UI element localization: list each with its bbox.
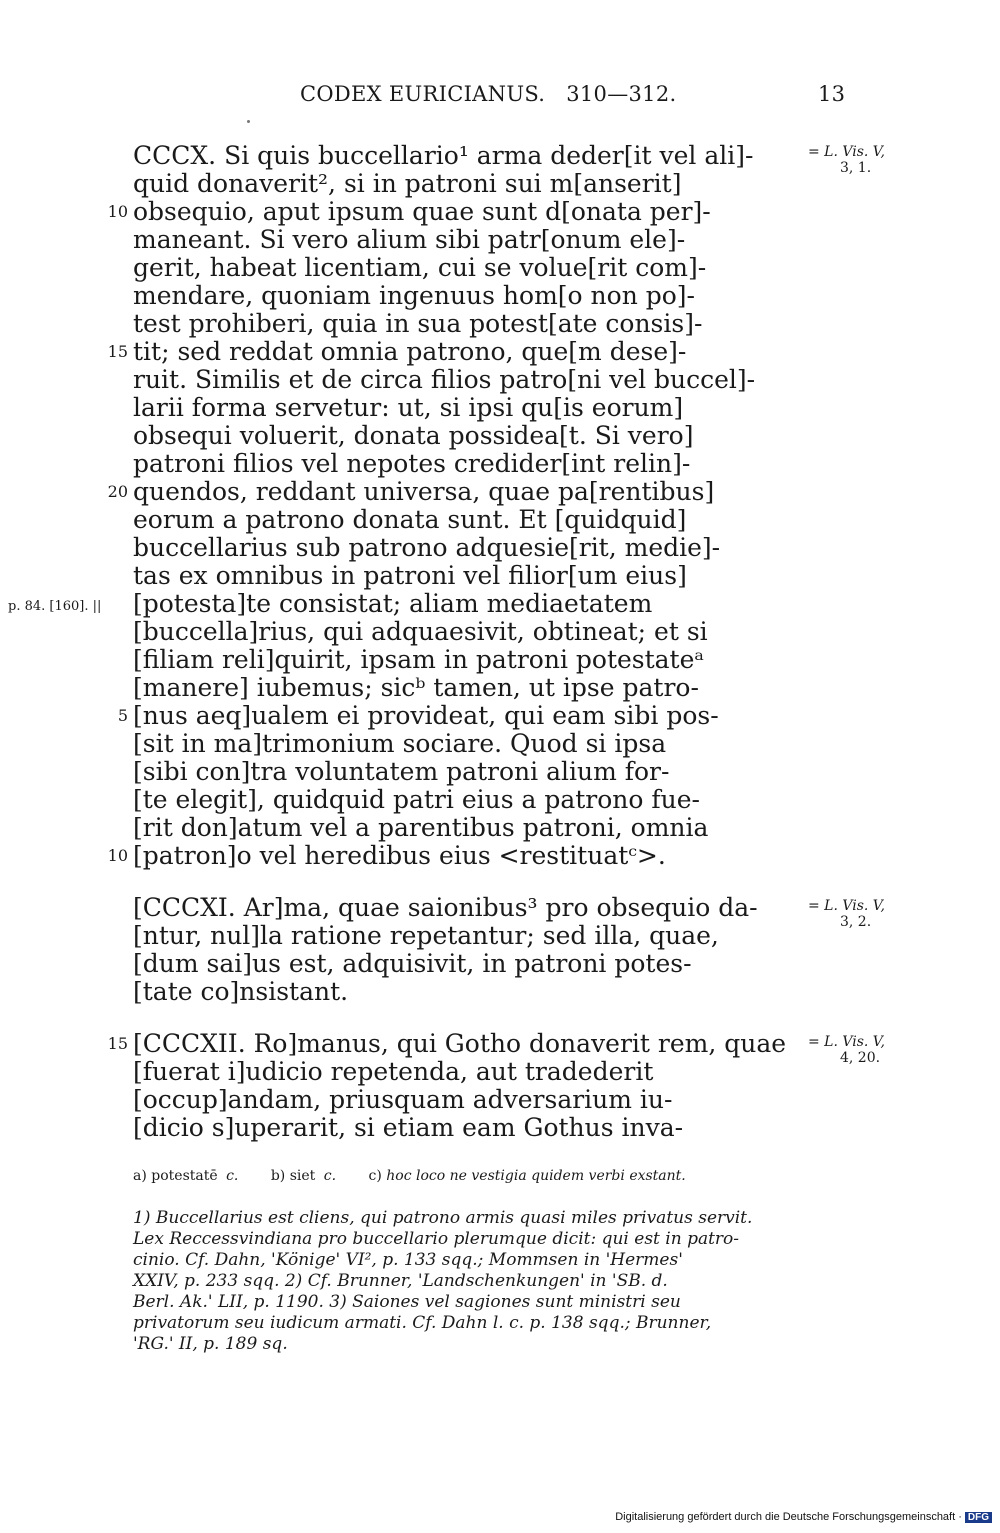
- text-line: CCCX. Si quis buccellario¹ arma deder[it vel ali]-: [133, 141, 754, 170]
- text-line: tit; sed reddat omnia patrono, que[m dese]-: [133, 337, 687, 366]
- text-line: [sit in ma]trimonium sociare. Quod si ipsa: [133, 729, 667, 758]
- text-line: [rit don]atum vel a parentibus patroni, omnia: [133, 813, 709, 842]
- side-citation-312: [808, 1034, 885, 1066]
- text-line: [CCCXI. Ar]ma, quae saionibus³ pro obsequio da-: [133, 893, 758, 922]
- line-number: 10: [107, 846, 128, 865]
- text-line: patroni filios vel nepotes credider[int relin]-: [133, 449, 691, 478]
- manuscript-page-reference: p. 84. [160]. ||: [8, 599, 102, 614]
- text-line: [buccella]rius, qui adquaesivit, obtineat; et si: [133, 617, 708, 646]
- note-text: hoc loco ne vestigia quidem verbi exstant.: [386, 1168, 686, 1184]
- text-line: [dicio s]uperarit, si etiam eam Gothus inva-: [133, 1113, 684, 1142]
- page-number: 13: [818, 82, 846, 106]
- footnote-line: cinio. Cf. Dahn, 'Könige' VI², p. 133 sqq.; Mommsen in 'Hermes': [133, 1250, 683, 1270]
- text-line: [sibi con]tra voluntatem patroni alium for-: [133, 757, 670, 786]
- note-source: c.: [226, 1168, 239, 1184]
- text-line: tas ex omnibus in patroni vel filior[um eius]: [133, 561, 687, 590]
- running-title-range: 310—312.: [566, 82, 677, 106]
- text-line: ruit. Similis et de circa filios patro[ni vel buccel]-: [133, 365, 756, 394]
- text-line: eorum a patrono donata sunt. Et [quidquid]: [133, 505, 687, 534]
- note-text: potestatē: [151, 1168, 218, 1184]
- side-citation-310: [808, 144, 885, 176]
- footnote-line: 1) Buccellarius est cliens, qui patrono armis quasi miles privatus servit.: [133, 1208, 753, 1228]
- critical-note-a: [133, 1168, 243, 1184]
- text-line: [occup]andam, priusquam adversarium iu-: [133, 1085, 673, 1114]
- running-title: [300, 82, 676, 106]
- footnote-line: privatorum seu iudicum armati. Cf. Dahn l. c. p. 138 sqq.; Brunner,: [133, 1313, 712, 1333]
- footnote-line: 'RG.' II, p. 189 sq.: [133, 1334, 288, 1354]
- side-citation-311: [808, 898, 885, 930]
- footnote-line: XXIV, p. 233 sqq. 2) Cf. Brunner, 'Landschenkungen' in 'SB. d.: [133, 1271, 668, 1291]
- text-line: [potesta]te consistat; aliam mediaetatem: [133, 589, 653, 618]
- ink-speck: [247, 120, 250, 123]
- text-line: maneant. Si vero alium sibi patr[onum ele]-: [133, 225, 686, 254]
- footnote-line: Lex Reccessvindiana pro buccellario plerumque dicit: qui est in patro-: [133, 1229, 740, 1249]
- side-citation-ref: = L. Vis. V,: [808, 898, 885, 914]
- text-line: test prohiberi, quia in sua potest[ate consis]-: [133, 309, 703, 338]
- text-line: [ntur, nul]la ratione repetantur; sed illa, quae,: [133, 921, 719, 950]
- side-citation-sub: 4, 20.: [840, 1050, 881, 1066]
- side-citation-sub: 3, 1.: [840, 160, 872, 176]
- running-title-text: CODEX EURICIANUS.: [300, 82, 546, 106]
- text-line: mendare, quoniam ingenuus hom[o non po]-: [133, 281, 695, 310]
- note-mark: a): [133, 1168, 147, 1184]
- note-source: c.: [323, 1168, 337, 1184]
- line-number: 15: [107, 342, 128, 361]
- critical-apparatus: [133, 1168, 714, 1184]
- text-line: quendos, reddant universa, quae pa[rentibus]: [133, 477, 715, 506]
- note-text: siet: [289, 1168, 316, 1184]
- text-line: [nus aeq]ualem ei provideat, qui eam sibi pos-: [133, 701, 719, 730]
- side-citation-ref: = L. Vis. V,: [808, 144, 885, 160]
- dfg-logo: DFG: [965, 1512, 992, 1523]
- line-number: 20: [107, 482, 128, 501]
- text-line: [tate co]nsistant.: [133, 977, 349, 1006]
- text-line: [fuerat i]udicio repetenda, aut tradederit: [133, 1057, 654, 1086]
- text-line: obsequio, aput ipsum quae sunt d[onata per]-: [133, 197, 711, 226]
- text-line: obsequi voluerit, donata possidea[t. Si vero]: [133, 421, 694, 450]
- text-line: [filiam reli]quirit, ipsam in patroni potestateᵃ: [133, 645, 705, 674]
- credit-text: Digitalisierung gefördert durch die Deutsche Forschungsgemeinschaft ·: [615, 1511, 962, 1523]
- line-number: 15: [107, 1034, 128, 1053]
- note-mark: b): [270, 1168, 286, 1184]
- text-line: buccellarius sub patrono adquesie[rit, medie]-: [133, 533, 721, 562]
- note-mark: c): [368, 1168, 382, 1184]
- side-citation-ref: = L. Vis. V,: [808, 1034, 885, 1050]
- text-line: larii forma servetur: ut, si ipsi qu[is eorum]: [133, 393, 684, 422]
- line-number: 10: [107, 202, 128, 221]
- critical-note-c: [369, 1168, 686, 1184]
- line-number: 5: [117, 706, 128, 725]
- text-line: [CCCXII. Ro]manus, qui Gotho donaverit rem, quae: [133, 1029, 787, 1058]
- text-line: [patron]o vel heredibus eius <restituatᶜ>.: [133, 841, 666, 870]
- critical-note-b: [271, 1168, 341, 1184]
- digitization-credit: [615, 1511, 992, 1523]
- text-line: [dum sai]us est, adquisivit, in patroni potes-: [133, 949, 692, 978]
- text-line: [manere] iubemus; sicᵇ tamen, ut ipse patro-: [133, 673, 699, 702]
- side-citation-sub: 3, 2.: [840, 914, 872, 930]
- text-line: [te elegit], quidquid patri eius a patrono fue-: [133, 785, 700, 814]
- text-line: quid donaverit², si in patroni sui m[anserit]: [133, 169, 682, 198]
- footnote-line: Berl. Ak.' LII, p. 1190. 3) Saiones vel sagiones sunt ministri seu: [133, 1292, 681, 1312]
- text-line: gerit, habeat licentiam, cui se volue[rit com]-: [133, 253, 707, 282]
